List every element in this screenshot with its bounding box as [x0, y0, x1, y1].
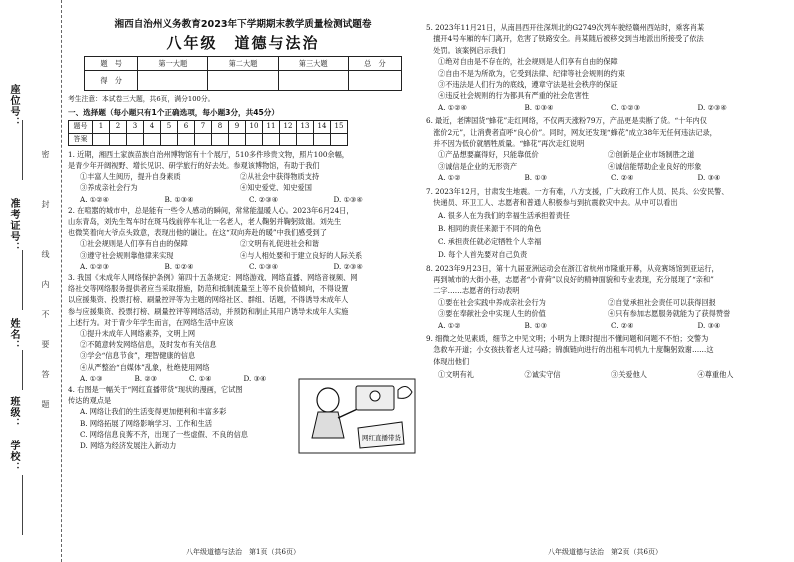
score-cell[interactable] [348, 71, 401, 91]
answer-num-cell: 7 [195, 121, 212, 133]
choice: B. ②③ [134, 373, 158, 383]
question-9 [426, 333, 784, 381]
answer-cell[interactable] [195, 133, 212, 145]
choice: A. ①② [438, 173, 461, 183]
choice: B. ①③④ [164, 194, 194, 204]
score-header: 总 分 [348, 57, 401, 71]
answer-num-cell: 11 [263, 121, 280, 133]
question-stem: 二字……志愿者的行动表明 [426, 286, 520, 296]
question-stem: 也微笑着向大爷点头致意，表现出他的谦让。在这“双向奔赴的暖”中我们感受到了 [68, 228, 327, 238]
option: ②从社会中获得物质支持 [240, 172, 320, 182]
question-1 [68, 149, 418, 205]
option: ②创新是企业市场制胜之道 [608, 150, 695, 160]
answer-cell[interactable] [178, 133, 195, 145]
question-stem: 2. 在喧嚣的城市中，总是能有一些令人感动的瞬间，常常能温暖人心。2023年6月24日， [68, 205, 354, 215]
answer-num-cell: 2 [110, 121, 127, 133]
question-stem: 6. 最近，老牌国货“蜂花”走红网络，不仅两天涨粉79万，产品更是卖断了货。“十年内仅 [426, 116, 707, 126]
answer-num-cell: 12 [280, 121, 297, 133]
cartoon-caption: 网红直播带货 [362, 434, 401, 443]
score-header: 第三大题 [278, 57, 348, 71]
option: ④只有参加志愿服务就能为了获得赞誉 [608, 309, 731, 319]
option: ①提升未成年人网络素养，文明上网 [80, 329, 196, 339]
seat-line [22, 120, 23, 180]
question-stem: 体现出他们 [426, 356, 470, 366]
score-table [84, 56, 402, 91]
option: ③不违法是人们行为的底线，遵章守法是社会秩序的保证 [438, 80, 618, 90]
choice: ③关爱他人 [611, 370, 647, 380]
question-stem: 4. 右图是一幅关于“网红直播带货”现状的漫画，它试图 [68, 385, 243, 395]
binding-margin [0, 0, 62, 562]
option: ③养成亲社会行为 [80, 183, 138, 193]
choice: B. ①②④ [164, 261, 194, 271]
question-7 [426, 186, 784, 261]
choice: A. ①②④ [80, 194, 110, 204]
choice: C. ①④ [189, 373, 212, 383]
question-stem: 络社交等网络服务提供者应当采取措施，防范和抵制流量至上等不良价值倾向，不得设置 [68, 284, 349, 294]
question-5 [426, 22, 784, 113]
left-page [68, 18, 418, 554]
choice: A. ①② [438, 320, 461, 330]
option: ①要在社会实践中养成亲社会行为 [438, 297, 546, 307]
option: A. 很多人在为我们的幸福生活承担着责任 [438, 210, 570, 220]
question-stem: 以应援集资、投票打榜、刷量控评等为主题的网络社区、群组、话题，不得诱导未成年人 [68, 295, 349, 305]
answer-cell[interactable] [93, 133, 110, 145]
question-stem: 5. 2023年11月21日，从南昌西开往深圳北的G2749次列车驶经赣州西站时，乘客肖某 [426, 23, 705, 32]
question-4 [68, 384, 418, 451]
option: ①丰富人生阅历，提升自身素质 [80, 172, 181, 182]
question-stem: 擅开4号车厢的车门离开，危害了铁路安全。肖某随后被移交到当地派出所接受了依法 [426, 34, 704, 44]
question-stem: 涨价2元”，让消费者直呼“良心价”。同时，网友还发现“蜂花”成立38年无任何违法记录， [426, 127, 717, 137]
exam-no-label: 准考证号： [8, 198, 19, 253]
school-label: 学校： [8, 440, 19, 473]
score-row-label: 得 分 [85, 71, 138, 91]
answer-table [68, 120, 348, 145]
answer-label: 答案 [69, 133, 93, 145]
choice: B. ①③ [524, 320, 548, 330]
score-header: 第二大题 [208, 57, 278, 71]
option: ④违反社会规则的行为都具有严重的社会危害性 [438, 91, 589, 101]
answer-cell[interactable] [127, 133, 144, 145]
option: ②文明有礼促进社会和谐 [240, 239, 320, 249]
question-stem: 上述行为。对于青少年学生而言，在网络生活中应该 [68, 317, 234, 327]
class-label: 班级： [8, 396, 19, 429]
name-label: 姓名： [8, 318, 19, 351]
question-stem: 处罚。该案例启示我们 [426, 45, 506, 55]
answer-num-cell: 1 [93, 121, 110, 133]
option: B. 相同的责任来源于不同的角色 [438, 223, 542, 233]
seal-char: 题 [41, 400, 50, 408]
choice: D. ③④ [243, 373, 267, 383]
exam-note: 考生注意：本试卷三大题，共6页，满分100分。 [68, 95, 215, 103]
answer-cell[interactable] [297, 133, 314, 145]
choice: A. ①③ [80, 373, 103, 383]
option: ③要在奉献社会中实现人生的价值 [438, 309, 546, 319]
option: ①产品想要赢得好，只能靠低价 [438, 150, 539, 160]
choice: C. ②③④ [249, 194, 279, 204]
exam-no-line [22, 250, 23, 310]
answer-num-cell: 4 [144, 121, 161, 133]
score-cell[interactable] [278, 71, 348, 91]
school-line [22, 475, 23, 535]
livestream-cartoon [298, 378, 416, 454]
choice: ①文明有礼 [438, 370, 474, 380]
option: ③诚信是企业的无形资产 [438, 161, 518, 171]
question-stem: 1. 近期，湘西土家族苗族自治州博物馆有十个展厅，510多件珍贵文物，照片100余幅， [68, 149, 349, 159]
right-page [426, 22, 784, 554]
choice: C. ①②③ [611, 102, 641, 112]
option: ①社会规则是人们享有自由的保障 [80, 239, 188, 249]
option: ③遵守社会规则靠他律来实现 [80, 250, 174, 260]
choice: C. ②④ [611, 320, 634, 330]
question-8 [426, 263, 784, 331]
option: ④诚信能帮助企业良好的形象 [608, 161, 702, 171]
question-stem: 山东青岛，刘先生驾车时在斑马线前停车礼让一名老人，老人鞠躬并鞠躬致谢。刘先生 [68, 217, 342, 227]
question-stem: 9. 细微之处见素质，细节之中见文明；小明为上课时提出不懂问题和问题不不怕；交警为 [426, 333, 709, 343]
answer-cell[interactable] [110, 133, 127, 145]
choice: A. ①②④ [438, 102, 468, 112]
question-stem: 传达的观点是 [68, 396, 112, 406]
option: C. 承担责任就必定牺牲个人幸福 [438, 236, 542, 246]
answer-num-cell: 5 [161, 121, 178, 133]
answer-num-cell: 15 [331, 121, 348, 133]
answer-num-label: 题号 [69, 121, 93, 133]
option: C. 网络信息良莠不齐，出现了一些虚假、不良的信息 [80, 429, 248, 439]
option: A. 网络让我们的生活变得更加便利和丰富多彩 [80, 407, 227, 417]
seal-char: 要 [41, 340, 50, 348]
option: ①绝对自由是不存在的，社会规则是人们享有自由的保障 [438, 57, 618, 67]
answer-cell[interactable] [246, 133, 263, 145]
answer-cell[interactable] [161, 133, 178, 145]
answer-cell[interactable] [331, 133, 348, 145]
section-1-heading: 一、选择题（每小题只有1个正确选项，每小题3分，共45分） [68, 108, 279, 118]
name-line [22, 350, 23, 390]
question-stem: 急救车开道；小女孩扶着老人过马路；锦旗链向进行的出租车司机九十度鞠躬致谢……这 [426, 345, 714, 355]
option: ②自由不是为所欲为，它受到法律、纪律等社会规则的约束 [438, 68, 625, 78]
choice: B. ①③ [524, 173, 548, 183]
answer-num-cell: 3 [127, 121, 144, 133]
option: ③学会“信息节食”，理智健康的信息 [80, 351, 196, 361]
question-3 [68, 272, 418, 384]
question-stem: 8. 2023年9月23日，第十九届亚洲运动会在浙江省杭州市隆重开幕，从竞赛场馆到亚运行， [426, 263, 719, 273]
question-stem: 7. 2023年12月，甘肃发生地震。一方有难，八方支援，广大政府工作人员、民兵、公安民警、 [426, 186, 729, 196]
page-footer-right: 八年级道德与法治 第2页（共6页） [548, 547, 662, 556]
answer-num-cell: 6 [178, 121, 195, 133]
seat-label: 座位号： [8, 84, 19, 128]
choice: D. ②③④ [333, 261, 363, 271]
question-2 [68, 205, 418, 272]
answer-cell[interactable] [263, 133, 280, 145]
seal-char: 答 [41, 370, 50, 378]
option: ②不随意转发网络信息，及时发布有关信息 [80, 340, 217, 350]
page-footer-left: 八年级道德与法治 第1页（共6页） [186, 547, 300, 556]
answer-cell[interactable] [314, 133, 331, 145]
answer-cell[interactable] [212, 133, 229, 145]
answer-num-cell: 14 [314, 121, 331, 133]
choice: C. ②④ [611, 173, 634, 183]
choice: C. ①③④ [249, 261, 279, 271]
score-header: 第一大题 [138, 57, 208, 71]
seal-char: 内 [41, 280, 50, 288]
answer-num-cell: 8 [212, 121, 229, 133]
answer-cell[interactable] [229, 133, 246, 145]
option: ④从严整治“自媒体”乱象，杜绝使用网络 [80, 362, 210, 372]
option: ④知史爱党、知史爱国 [240, 183, 312, 193]
option: ④与人相处要和于建立良好的人际关系 [240, 250, 363, 260]
seal-char: 封 [41, 200, 50, 208]
score-cell[interactable] [208, 71, 278, 91]
question-stem: 参与应援集资、投票打榜、刷量控评等网络活动，并预防和制止其用户诱导未成年人实施 [68, 306, 349, 316]
question-stem: 是青少年开阔视野、增长见识、研学旅行的好去处。参观该博物馆，有助于我们 [68, 161, 320, 171]
question-6 [426, 115, 784, 183]
seal-char: 线 [41, 250, 50, 258]
score-cell[interactable] [138, 71, 208, 91]
question-stem: 并不因为低价就牺牲质量。“蜂花”再次走红说明 [426, 139, 585, 149]
answer-num-cell: 10 [246, 121, 263, 133]
answer-cell[interactable] [144, 133, 161, 145]
question-stem: 3. 我国《未成年人网络保护条例》第四十五条规定：网络游戏、网络直播、网络音视频、网 [68, 273, 358, 283]
option: B. 网络拓展了网络影响学习、工作和生活 [80, 418, 213, 428]
answer-cell[interactable] [280, 133, 297, 145]
choice: ②诚实守信 [524, 370, 561, 380]
option: ②自觉承担社会责任可以获得回报 [608, 297, 716, 307]
question-stem: 再到城市的大街小巷，志愿者“小青荷”以良好的精神面貌和专业表现，充分展现了“亲和” [426, 274, 714, 284]
subject-title: 八年级 道德与法治 [166, 34, 320, 52]
choice: D. ②③④ [697, 102, 727, 112]
seal-char: 密 [41, 150, 50, 158]
seal-char: 不 [41, 310, 50, 318]
choice: ④尊重他人 [697, 370, 734, 380]
answer-num-cell: 9 [229, 121, 246, 133]
choice: D. ③④ [697, 320, 721, 330]
option: D. 每个人首先要对自己负责 [438, 249, 528, 259]
choice: D. ①③④ [333, 194, 363, 204]
answer-num-cell: 13 [297, 121, 314, 133]
option: D. 网络为经济发展注入新动力 [80, 441, 177, 451]
choice: B. ①③④ [524, 102, 554, 112]
exam-title: 湘西自治州义务教育2023年下学期期末教学质量检测试题卷 [114, 19, 372, 30]
question-stem: 快递员、环卫工人、志愿者和普通人积极参与到抗震救灾中去。从中可以看出 [426, 198, 678, 208]
choice: D. ③④ [697, 173, 721, 183]
score-header: 题 号 [85, 57, 138, 71]
choice: A. ①②③ [80, 261, 110, 271]
